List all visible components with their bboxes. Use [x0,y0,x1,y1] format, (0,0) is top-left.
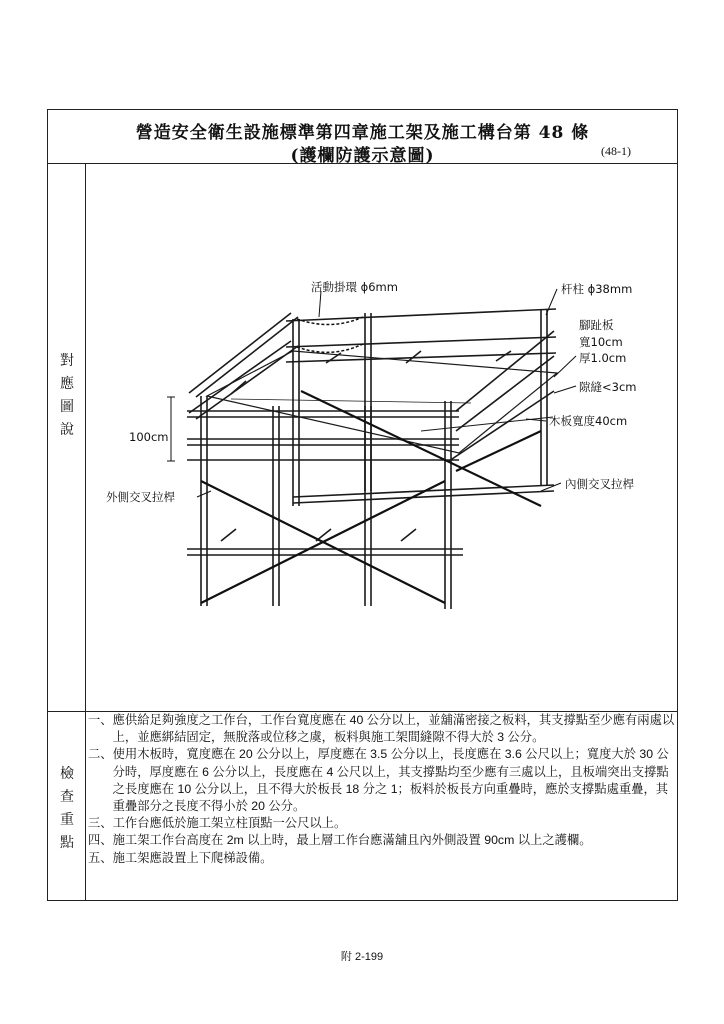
list-item: 五、 施工架應設置上下爬梯設備。 [88,850,273,865]
toe-board-thickness-label: 厚1.0cm [579,351,627,365]
page-title: 營造安全衛生設施標準第四章施工架及施工構台第 48 條 [135,123,590,143]
list-item: 一、 應供給足夠強度之工作台，工作台寬度應在 40 公分以上，並舖滿密接之板料，其支撐點至少應有兩處以上，並應綁結固定，無脫落或位移之虞，板料與施工架間縫隙不得大於 3 公分。 [88,713,675,745]
label-char: 說 [60,422,74,438]
gap-label: 隙縫<3cm [579,380,637,394]
label-char: 對 [60,353,74,369]
label-char: 檢 [60,766,74,782]
inner-brace-label: 內側交叉拉桿 [565,477,634,491]
scaffold-frame [187,309,557,609]
notes-section-label [48,763,86,855]
height-dimension-label: 100cm [129,430,169,444]
label-char: 重 [60,812,74,828]
label-char: 圖 [60,399,74,415]
page-number: 附 2-199 [340,951,384,963]
outer-brace-label: 外側交叉拉桿 [106,490,175,504]
post-label: 杆柱 ϕ38mm [561,282,633,296]
list-item: 三、 工作台應低於施工架立柱頂點一公尺以上。 [88,816,347,831]
toe-board-width-label: 寬10cm [579,335,623,349]
diagram-section-label [48,350,86,442]
board-width-label: 木板寬度40cm [549,414,628,428]
list-item: 二、 使用木板時，寬度應在 20 公分以上，厚度應在 3.5 公分以上，長度應在 3.6 公尺以上；寬度大於 30 公分時，厚度應在 6 公分以上，長度應在 4 公尺以上，其支撐點均至少應有三處以上，且板端突出支撐點之長度應在 10 公分以上，且不得大於板長 18 分之 1；板料於板長方向重疊時，應於支撐點處重疊，其重疊部分之長度不得小於 20 公分。 [88,747,669,814]
list-item: 四、 施工架工作台高度在 2m 以上時，最上層工作台應滿舖且內外側設置 90cm 以上之護欄。 [88,833,592,848]
label-char: 點 [60,835,74,851]
hanging-ring-label: 活動掛環 ϕ6mm [311,280,398,294]
page-subtitle: (護欄防護示意圖) [290,146,435,166]
form-frame [47,109,678,901]
toe-board-label: 腳趾板 [579,318,614,332]
hanging-ring-chains [297,317,363,352]
scaffold-guardrail-diagram [86,165,679,712]
figure-code: (48-1) [601,144,631,158]
inspection-points [88,712,678,867]
label-char: 查 [60,789,74,805]
label-char: 應 [60,376,74,392]
